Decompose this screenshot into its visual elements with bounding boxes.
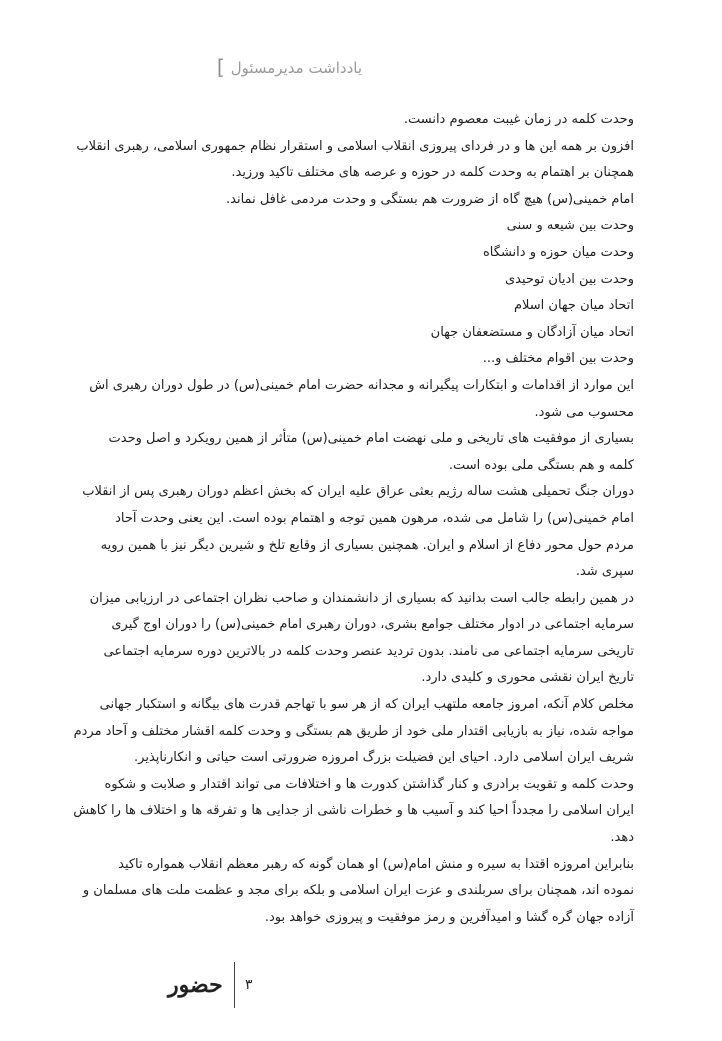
- body-line: همچنان بر اهتمام به وحدت کلمه در حوزه و عرصه های مختلف تاکید ورزید.: [231, 165, 634, 181]
- header-bracket: ]: [216, 55, 225, 79]
- body-line: شریف ایران اسلامی دارد. احیای این فضیلت بزرگ امروزه ضرورتی است حیاتی و انکارناپذیر.: [134, 750, 634, 766]
- body-line: وحدت میان حوزه و دانشگاه: [483, 244, 634, 260]
- body-line: آزاده جهان گره گشا و امیدآفرین و رمز موفقیت و پیروزی خواهد بود.: [264, 909, 634, 925]
- body-line: سپری شد.: [575, 564, 634, 580]
- body-line: این موارد از اقدامات و ابتکارات پیگیرانه و مجدانه حضرت امام خمینی(س) در طول دوران رهبری اش: [89, 377, 634, 393]
- body-line: امام خمینی(س) هیچ گاه از ضرورت هم بستگی و وحدت مردمی غافل نماند.: [226, 191, 634, 207]
- body-line: افزون بر همه این ها و در فردای پیروزی انقلاب اسلامی و استقرار نظام جمهوری اسلامی، رهبری انقلاب: [76, 138, 634, 154]
- header-title: یادداشت مدیرمسئول: [230, 59, 362, 77]
- body-line: وحدت کلمه در زمان غیبت معصوم دانست.: [403, 112, 634, 127]
- body-line: مردم حول محور دفاع از اسلام و ایران. همچنین بسیاری از وقایع تلخ و شیرین دیگر نیز با همین رویه: [100, 537, 634, 553]
- section-header: [216, 55, 362, 79]
- body-line: تاریخ ایران نقشی محوری و کلیدی دارد.: [421, 670, 634, 686]
- body-line: مواجه شده، نیاز به بازیابی اقتدار ملی خود از طریق هم بستگی و وحدت کلمه اقشار مختلف و آحاد مردم: [73, 723, 634, 739]
- body-line: وحدت بین شیعه و سنی: [506, 218, 634, 234]
- footer-divider: [234, 962, 235, 1008]
- body-line: دوران جنگ تحمیلی هشت ساله رژیم بعثی عراق علیه ایران که بخش اعظم دوران رهبری پس از انقلاب: [82, 484, 634, 500]
- page-number: ۳: [245, 977, 253, 993]
- body-line: در همین رابطه جالب است بدانید که بسیاری از دانشمندان و صاحب نظران اجتماعی در ارزیابی میزان: [89, 590, 634, 606]
- body-line: وحدت بین ادیان توحیدی: [504, 271, 634, 287]
- body-line: مخلص کلام آنکه، امروز جامعه ملتهب ایران که از هر سو با تهاجم قدرت های بیگانه و استکبار جهانی: [99, 697, 634, 713]
- article-body: [73, 107, 634, 931]
- body-line: سرمایه اجتماعی در ادوار مختلف جوامع بشری، دوران رهبری امام خمینی(س) را دوران اوج گیری: [111, 617, 634, 633]
- body-line: محسوب می شود.: [534, 404, 634, 420]
- body-line: وحدت کلمه و تقویت برادری و کنار گذاشتن کدورت ها و اختلافات می تواند اقتدار و صلابت و شکوه: [104, 776, 634, 792]
- body-line: تاریخی سرمایه اجتماعی می نامند. بدون تردید عنصر وحدت کلمه در بالاترین دوره سرمایه اجتماعی: [103, 643, 634, 659]
- body-line: بنابراین امروزه اقتدا به سیره و منش امام(س) او همان گونه که رهبر معظم انقلاب همواره تاکید: [118, 856, 634, 872]
- body-line: اتحاد میان آزادگان و مستضعفان جهان: [430, 324, 634, 340]
- body-line: کلمه و هم بستگی ملی بوده است.: [448, 457, 634, 473]
- page-footer: [168, 962, 253, 1008]
- body-line: اتحاد میان جهان اسلام: [513, 298, 634, 314]
- body-line: ایران اسلامی را مجدداً احیا کند و آسیب ها و خطرات ناشی از جدایی ها و تفرقه ها و اختلاف ها را کاهش: [73, 803, 634, 819]
- magazine-logo: حضور: [168, 972, 223, 998]
- body-line: دهد.: [610, 830, 634, 846]
- body-line: وحدت بین اقوام مختلف و...: [482, 351, 634, 367]
- body-line: امام خمینی(س) را شامل می شده، مرهون همین توجه و اهتمام بوده است. این یعنی وحدت آحاد: [115, 510, 634, 526]
- body-line: نموده اند، همچنان برای سربلندی و عزت ایران اسلامی و بلکه برای مجد و عظمت ملت های مسلمان و: [82, 883, 634, 899]
- body-line: بسیاری از موفقیت های تاریخی و ملی نهضت امام خمینی(س) متأثر از همین رویکرد و اصل وحدت: [108, 431, 634, 447]
